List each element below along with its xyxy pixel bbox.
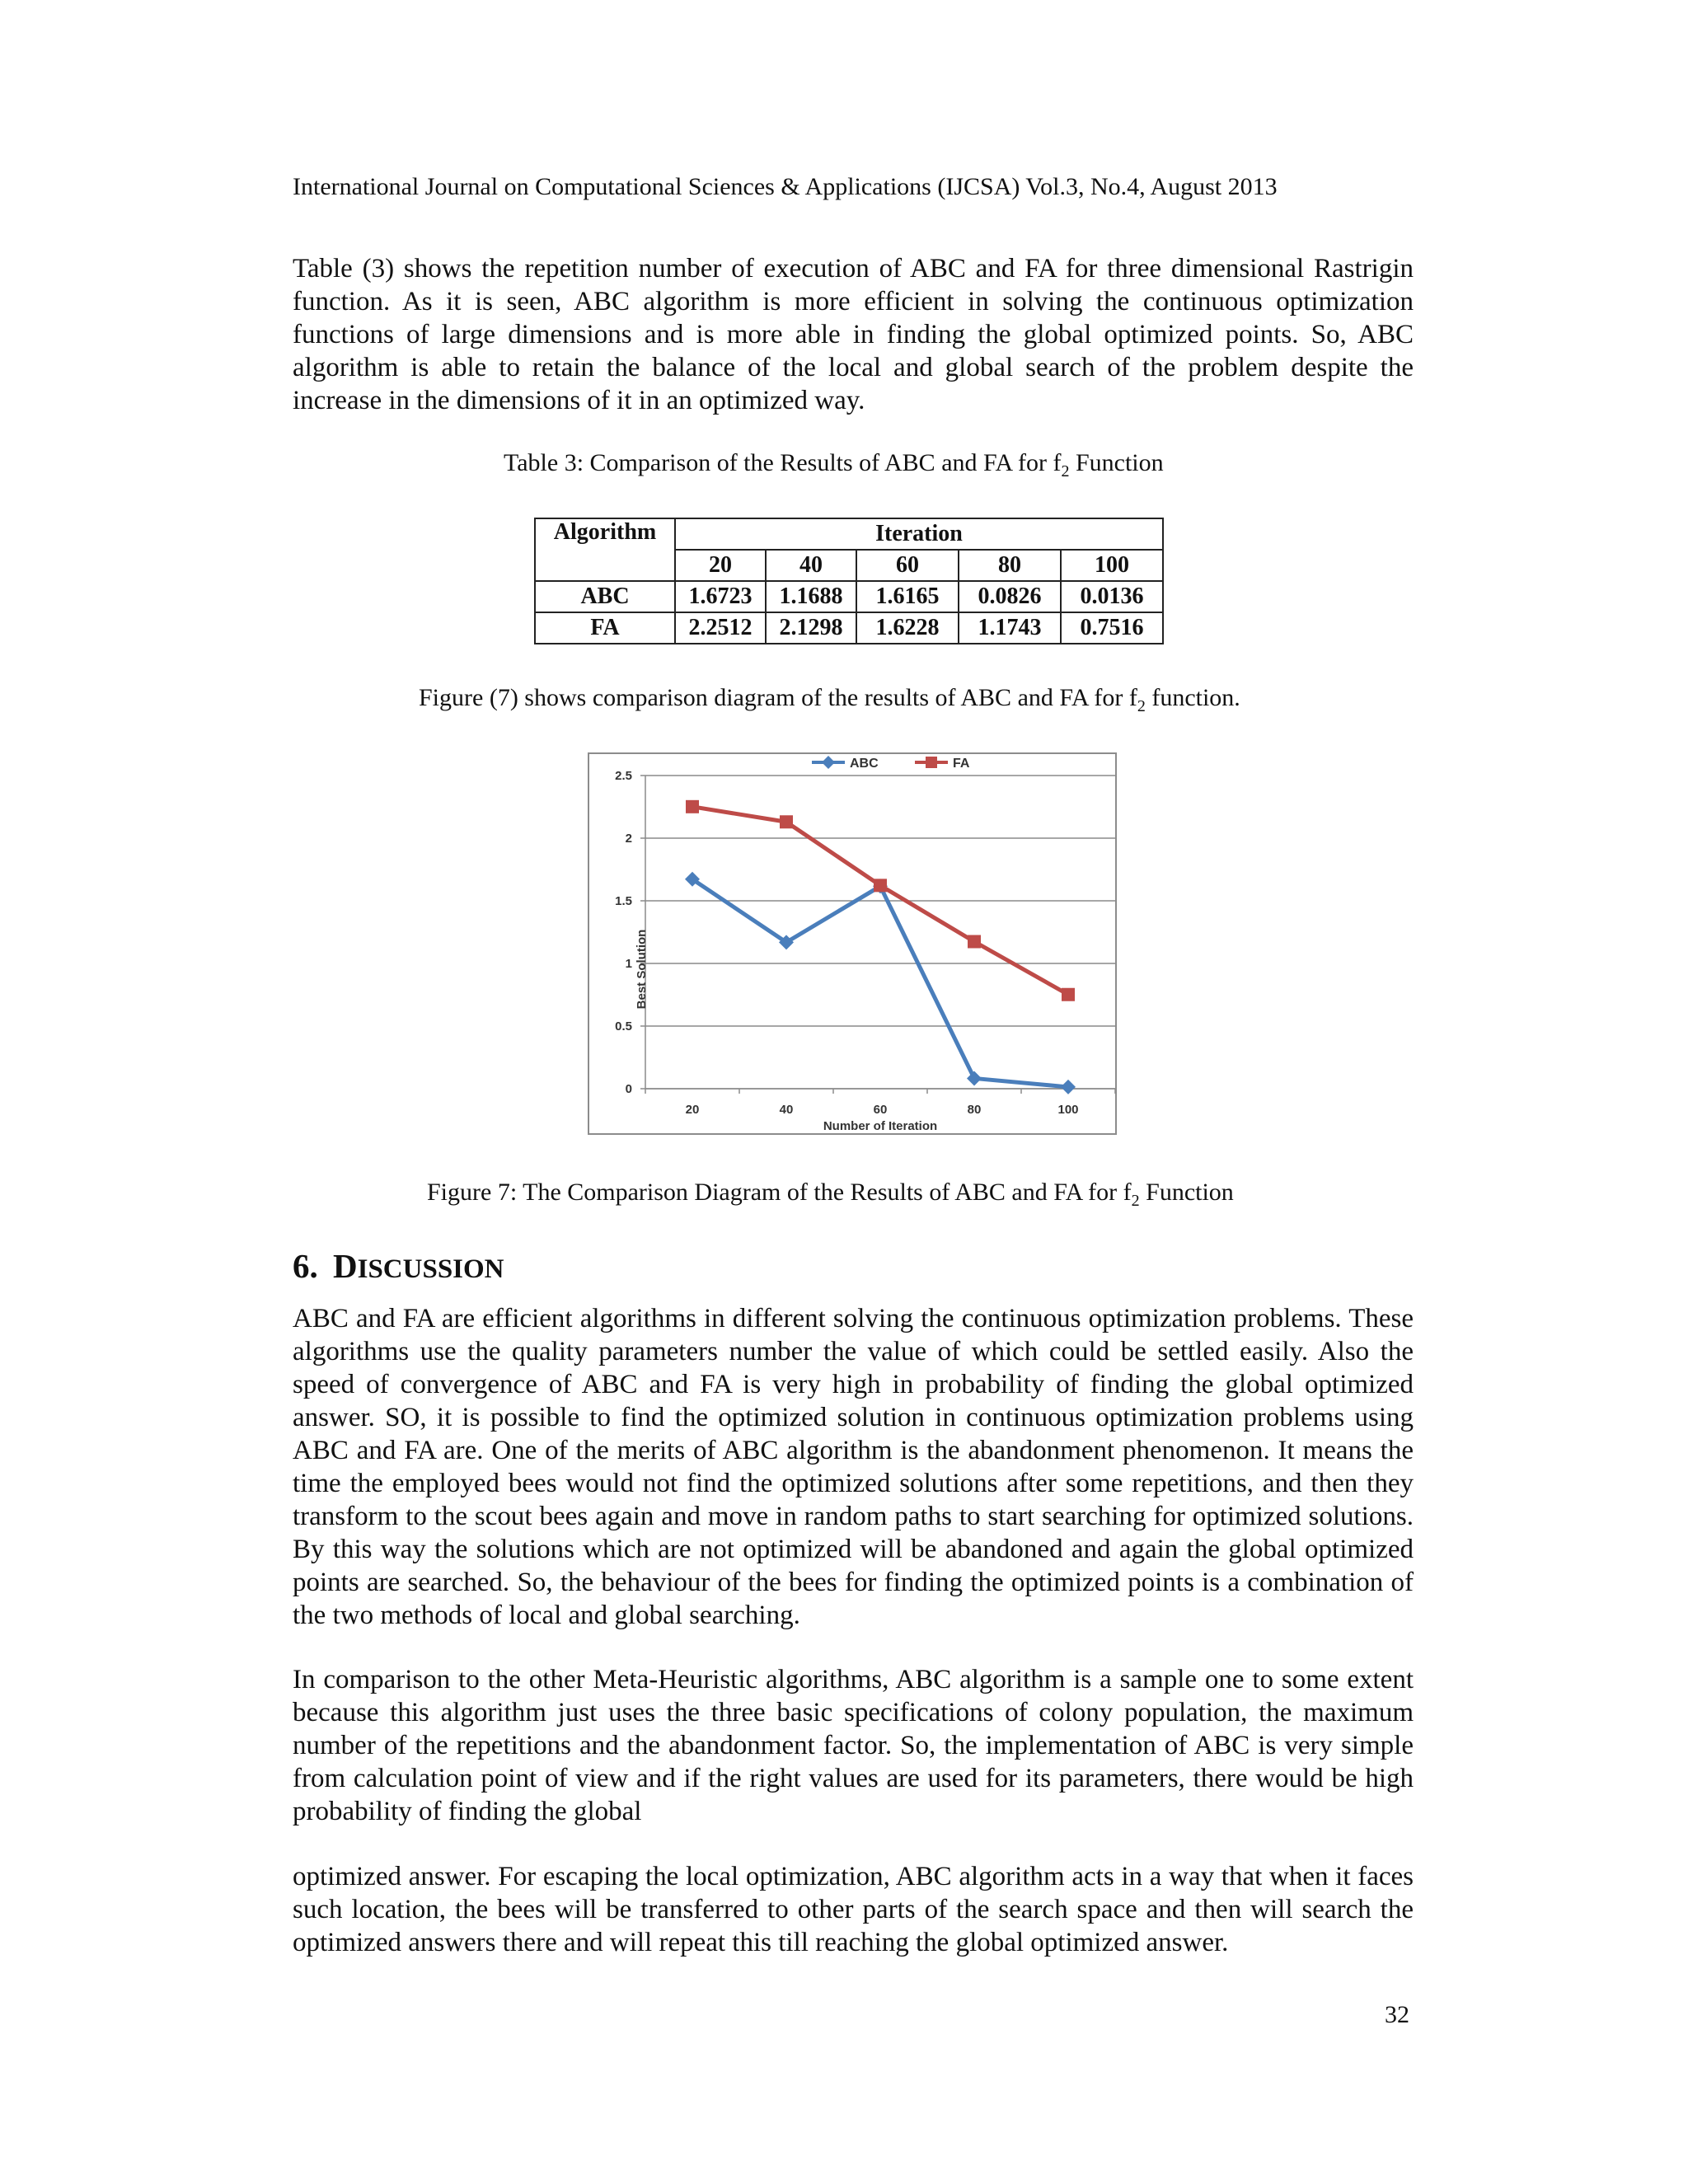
table-cell: 1.1688: [766, 581, 856, 612]
y-tick-label: 0.5: [615, 1019, 632, 1033]
row-label: FA: [535, 612, 675, 644]
table-cell: 1.6228: [856, 612, 959, 644]
figure-caption-prefix: Figure 7: The Comparison Diagram of the Results of ABC and FA for f: [427, 1179, 1132, 1206]
header-algorithm: Algorithm: [535, 518, 675, 581]
section-number: 6.: [293, 1247, 318, 1285]
x-tick-label: 60: [873, 1103, 888, 1117]
chart-canvas: [588, 752, 1117, 1135]
iteration-cell: 60: [856, 550, 959, 581]
table-header-row: [535, 518, 1163, 550]
table-caption-subscript: 2: [1061, 462, 1070, 480]
table-cell: 2.2512: [675, 612, 766, 644]
row-label: ABC: [535, 581, 675, 612]
results-table: [534, 518, 1164, 644]
table-cell: 1.6165: [856, 581, 959, 612]
discussion-paragraph-1: ABC and FA are efficient algorithms in different solving the continuous optimization problems. These algorithms use the quality parameters number the value of which could be settled easily. Also the speed of convergence of ABC and FA is very high in probability of finding the global optimized answer. SO, it is possible to find the optimized solution in continuous optimization problems using ABC and FA are. One of the merits of ABC algorithm is the abandonment phenomenon. It means the time the employed bees would not find the optimized solutions after some repetitions, and then they transform to the scout bees again and move in random paths to start searching for optimized solutions. By this way the solutions which are not optimized will be abandoned and again the global optimized points are searched. So, the behaviour of the bees for finding the optimized points is a combination of the two methods of local and global searching.: [293, 1304, 1414, 1630]
figure-caption-subscript: 2: [1131, 1192, 1140, 1210]
section-heading: [293, 1246, 504, 1286]
y-tick-label: 2: [625, 832, 632, 846]
table-cell: 1.1743: [959, 612, 1061, 644]
table-cell: 2.1298: [766, 612, 856, 644]
data-point-fa: [780, 815, 793, 828]
discussion-paragraph-2: In comparison to the other Meta-Heuristic algorithms, ABC algorithm is a sample one to some extent because this algorithm just uses the three basic specifications of colony population, the maximum number of the repetitions and the abandonment factor. So, the implementation of ABC is very simple from calculation point of view and if the right values are used for its parameters, there would be high probability of finding the global: [293, 1665, 1414, 1826]
x-tick-label: 20: [685, 1103, 700, 1117]
table-cell: 0.0136: [1061, 581, 1163, 612]
x-tick-label: 100: [1057, 1103, 1079, 1117]
data-point-fa: [968, 935, 981, 949]
iteration-cell: 80: [959, 550, 1061, 581]
discussion-paragraph-3: optimized answer. For escaping the local optimization, ABC algorithm acts in a way that when it faces such location, the bees will be transferred to other parts of the search space and then will search the optimized answers there and will repeat this till reaching the global optimized answer.: [293, 1862, 1414, 1957]
iteration-cell: 100: [1061, 550, 1163, 581]
figure-intro-prefix: Figure (7) shows comparison diagram of the results of ABC and FA for f: [419, 684, 1137, 711]
legend-label-abc: ABC: [850, 757, 879, 771]
figure-intro-sentence: [419, 684, 1240, 716]
figure-caption-suffix: Function: [1139, 1179, 1234, 1206]
section-first-letter: D: [333, 1247, 358, 1285]
y-axis-label: Best Solution: [635, 929, 649, 1010]
intro-paragraph: Table (3) shows the repetition number of execution of ABC and FA for three dimensional Rastrigin function. As it is seen, ABC algorithm is more efficient in solving the continuous optimization functions of large dimensions and is more able in finding the global optimized points. So, ABC algorithm is able to retain the balance of the local and global search of the problem despite the increase in the dimensions of it in an optimized way.: [293, 254, 1414, 415]
table-caption: [504, 449, 1164, 481]
x-tick-label: 40: [779, 1103, 794, 1117]
x-tick-label: 80: [967, 1103, 982, 1117]
page-number: 32: [1385, 2001, 1409, 2028]
data-point-fa: [874, 879, 887, 892]
iteration-cell: 20: [675, 550, 766, 581]
table-row: [535, 581, 1163, 612]
iteration-cell: 40: [766, 550, 856, 581]
journal-header: International Journal on Computational Sciences & Applications (IJCSA) Vol.3, No.4, August 2013: [293, 173, 1278, 200]
figure-intro-suffix: function.: [1145, 684, 1240, 711]
section-title-rest: ISCUSSION: [357, 1254, 504, 1284]
y-tick-label: 0: [625, 1082, 632, 1096]
data-point-fa: [686, 800, 699, 813]
table-row: [535, 612, 1163, 644]
table-cell: 0.7516: [1061, 612, 1163, 644]
y-tick-label: 2.5: [615, 769, 632, 783]
table-cell: 0.0826: [959, 581, 1061, 612]
header-iteration: Iteration: [675, 518, 1163, 550]
table-cell: 1.6723: [675, 581, 766, 612]
chart-border: [588, 753, 1116, 1134]
x-axis-label: Number of Iteration: [823, 1119, 938, 1133]
comparison-chart: [588, 752, 1117, 1135]
data-point-fa: [1062, 988, 1075, 1001]
legend-label-fa: FA: [953, 757, 970, 771]
figure-caption: [427, 1179, 1234, 1211]
table-caption-prefix: Table 3: Comparison of the Results of ABC and FA for f: [504, 449, 1062, 476]
figure-intro-subscript: 2: [1137, 697, 1146, 715]
legend-marker-fa: [926, 757, 937, 768]
table-caption-suffix: Function: [1069, 449, 1164, 476]
y-tick-label: 1.5: [615, 894, 632, 908]
y-tick-label: 1: [625, 957, 632, 971]
